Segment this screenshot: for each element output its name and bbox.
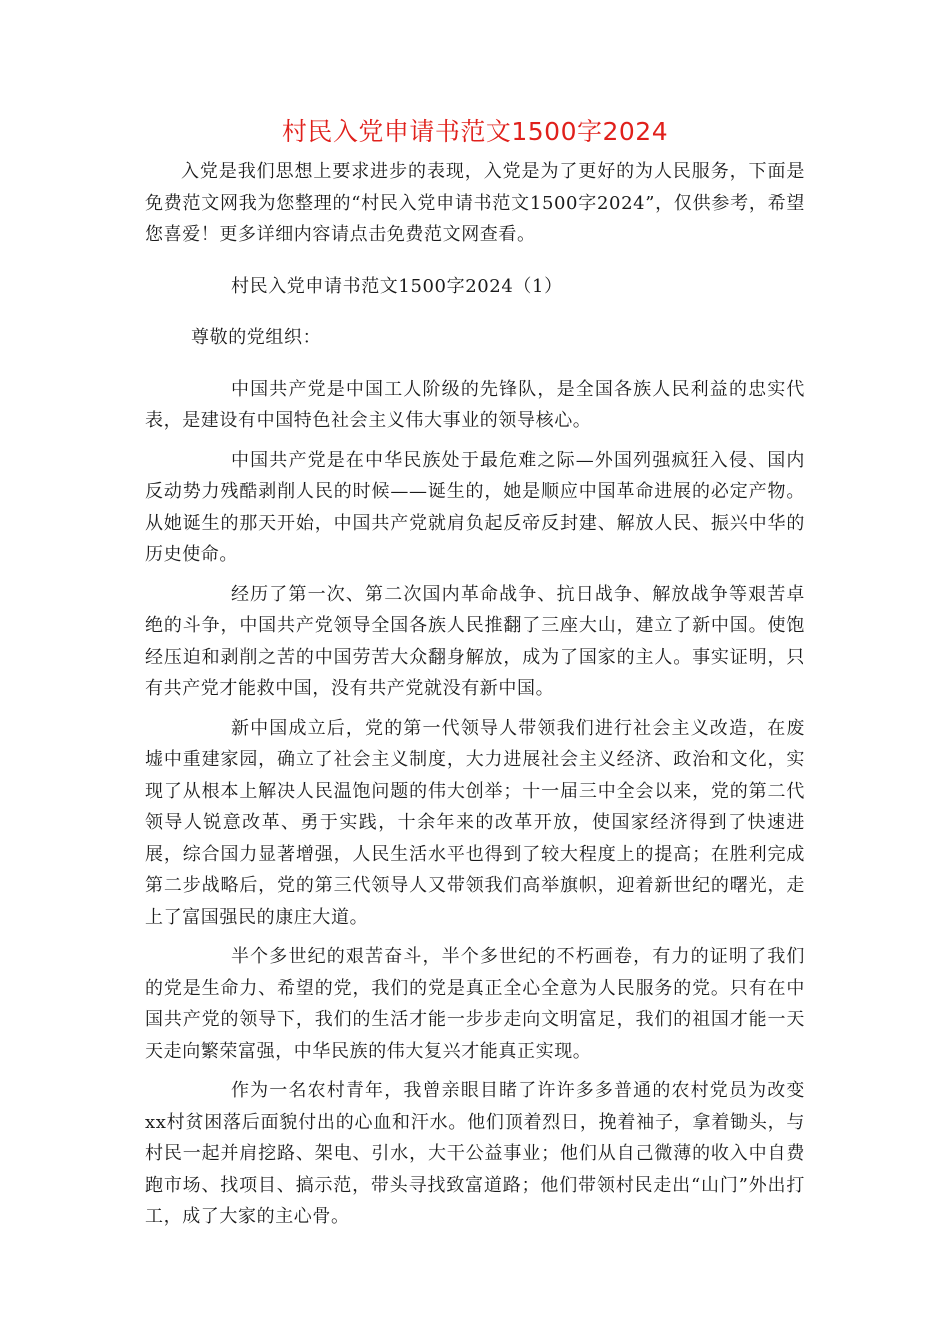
body-paragraph: 中国共产党是中国工人阶级的先锋队，是全国各族人民利益的忠实代表，是建设有中国特色社会主义伟大事业的领导核心。 — [145, 378, 805, 431]
section-subtitle: 村民入党申请书范文1500字2024（1） — [231, 275, 563, 297]
intro-paragraph: 入党是我们思想上要求进步的表现，入党是为了更好的为人民服务，下面是免费范文网我为您整理的“村民入党申请书范文1500字2024”，仅供参考，希望您喜爱！更多详细内容请点击免费范文网查看。 — [145, 161, 805, 245]
body-paragraph: 作为一名农村青年，我曾亲眼目睹了许许多多普通的农村党员为改变xx村贫困落后面貌付出的心血和汗水。他们顶着烈日，挽着袖子，拿着锄头，与村民一起并肩挖路、架电、引水，大干公益事业；他们从自己微薄的收入中自费跑市场、找项目、搞示范，带头寻找致富道路；他们带领村民走出“山门”外出打工，成了大家的主心骨。 — [145, 1080, 805, 1227]
body-paragraph: 经历了第一次、第二次国内革命战争、抗日战争、解放战争等艰苦卓绝的斗争，中国共产党领导全国各族人民推翻了三座大山，建立了新中国。使饱经压迫和剥削之苦的中国劳苦大众翻身解放，成为了国家的主人。事实证明，只有共产党才能救中国，没有共产党就没有新中国。 — [145, 583, 805, 699]
body-paragraph: 中国共产党是在中华民族处于最危难之际—外国列强疯狂入侵、国内反动势力残酷剥削人民的时候——诞生的，她是顺应中国革命进展的必定产物。从她诞生的那天开始，中国共产党就肩负起反帝反封建、解放人民、振兴中华的历史使命。 — [145, 449, 805, 565]
salutation: 尊敬的党组织： — [191, 327, 322, 348]
body-paragraph: 新中国成立后，党的第一代领导人带领我们进行社会主义改造，在废墟中重建家园，确立了社会主义制度，大力进展社会主义经济、政治和文化，实现了从根本上解决人民温饱问题的伟大创举；十一届三中全会以来，党的第二代领导人锐意改革、勇于实践，十余年来的改革开放，使国家经济得到了快速进展，综合国力显著增强，人民生活水平也得到了较大程度上的提高；在胜利完成第二步战略后，党的第三代领导人又带领我们高举旗帜，迎着新世纪的曙光，走上了富国强民的康庄大道。 — [145, 717, 805, 928]
body-paragraph: 半个多世纪的艰苦奋斗，半个多世纪的不朽画卷，有力的证明了我们的党是生命力、希望的党，我们的党是真正全心全意为人民服务的党。只有在中国共产党的领导下，我们的生活才能一步步走向文明富足，我们的祖国才能一天天走向繁荣富强，中华民族的伟大复兴才能真正实现。 — [145, 946, 805, 1062]
document-title: 村民入党申请书范文1500字2024 — [281, 117, 669, 146]
document-body — [145, 156, 805, 1241]
